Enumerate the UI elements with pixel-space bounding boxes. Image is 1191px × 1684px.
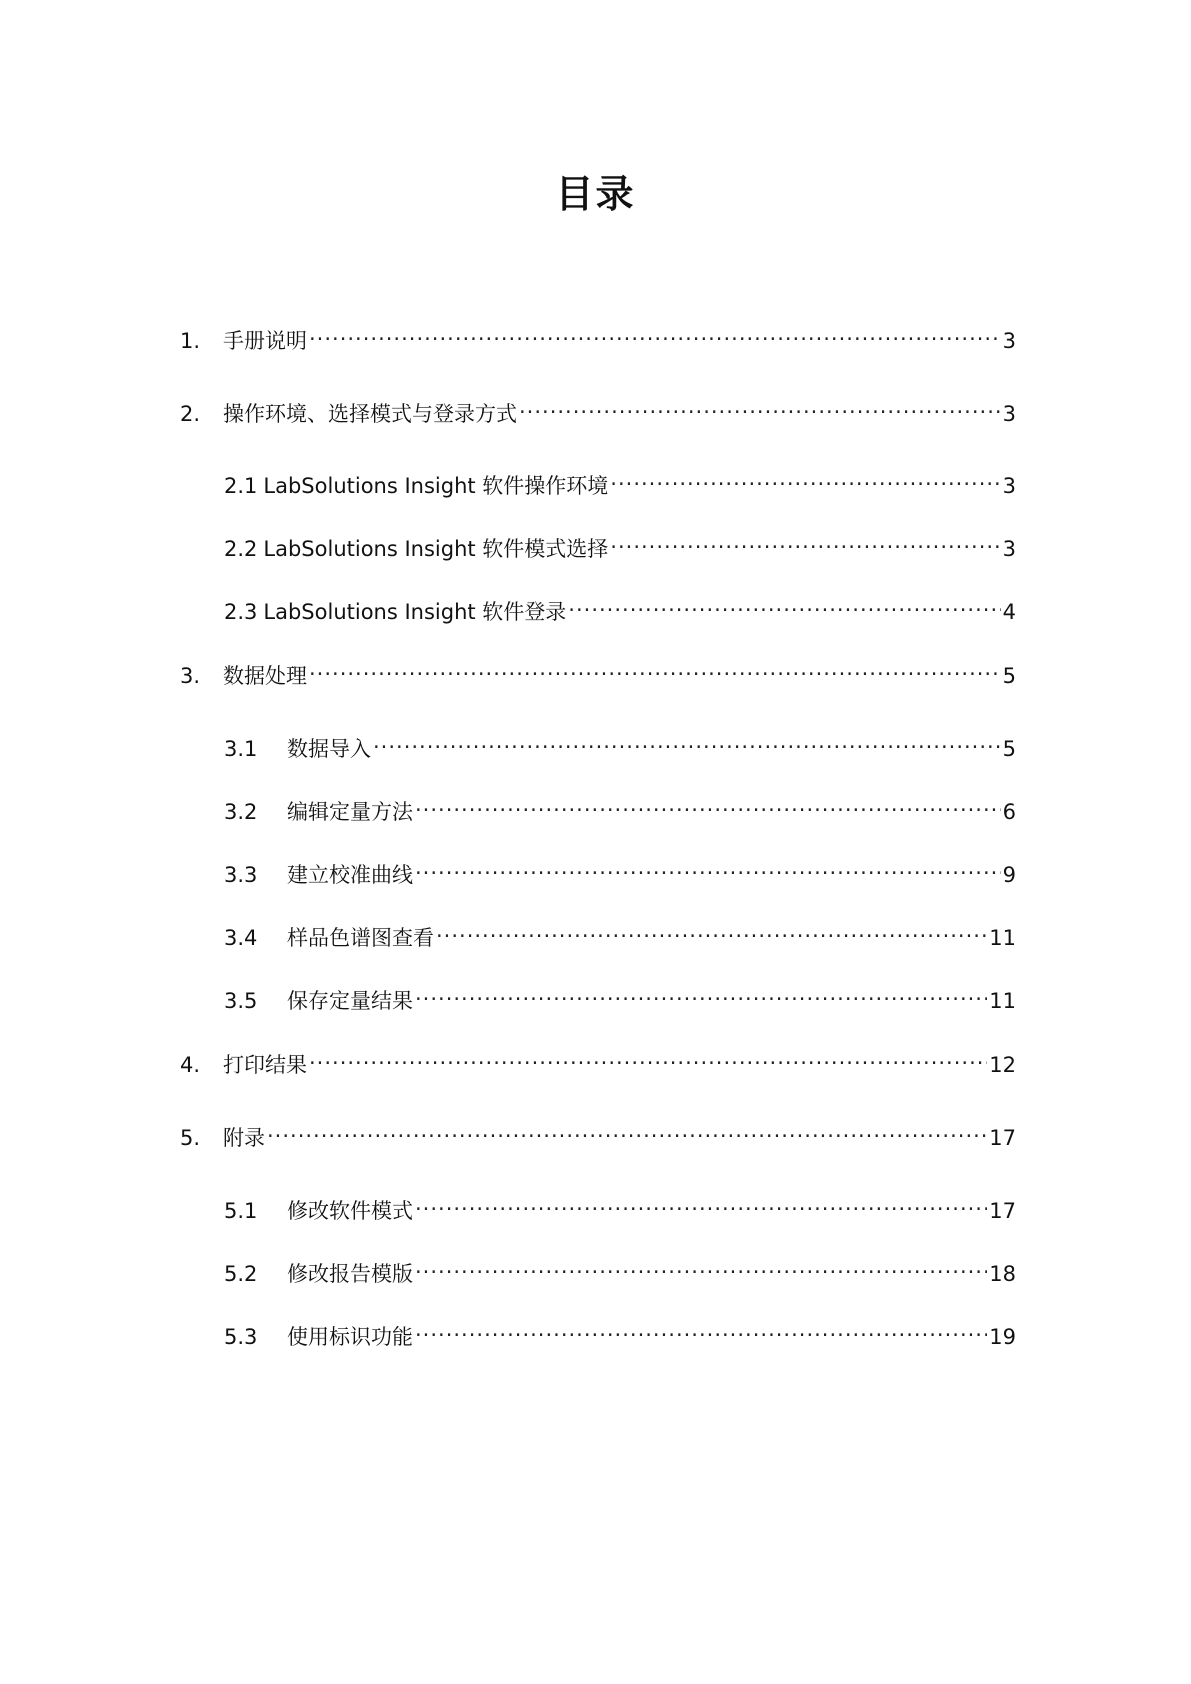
toc-page: 3 — [1002, 402, 1016, 426]
toc-leader — [309, 318, 1001, 348]
toc-label: LabSolutions Insight 软件登录 — [263, 600, 567, 624]
toc-entry[interactable] — [224, 978, 1016, 1013]
toc-number: 1. — [180, 329, 201, 353]
toc-label: 编辑定量方法 — [287, 800, 413, 824]
toc-label: 使用标识功能 — [287, 1325, 413, 1349]
toc-leader — [415, 1314, 987, 1344]
toc-leader — [610, 463, 1000, 493]
toc-number: 3.5 — [224, 989, 258, 1013]
toc-page: 17 — [989, 1199, 1016, 1223]
toc-entry[interactable] — [180, 318, 1016, 353]
toc-number: 4. — [180, 1053, 201, 1077]
toc-entry[interactable] — [224, 1188, 1016, 1223]
toc-page: 12 — [989, 1053, 1016, 1077]
toc-entry[interactable] — [224, 915, 1016, 950]
toc-number: 3.1 — [224, 737, 258, 761]
toc-entry[interactable] — [180, 391, 1016, 426]
toc-leader — [309, 653, 1001, 683]
toc-label: LabSolutions Insight 软件模式选择 — [263, 537, 609, 561]
toc-label: 保存定量结果 — [287, 989, 413, 1013]
toc-page: 5 — [1002, 737, 1016, 761]
toc-leader — [519, 391, 1001, 421]
toc-entry[interactable] — [224, 1314, 1016, 1349]
toc-page: 11 — [989, 989, 1016, 1013]
toc-number: 5.1 — [224, 1199, 258, 1223]
toc-label: 建立校准曲线 — [287, 863, 413, 887]
toc-entry[interactable] — [180, 1115, 1016, 1150]
toc-label: 操作环境、选择模式与登录方式 — [223, 402, 517, 426]
toc-page: 11 — [989, 926, 1016, 950]
toc-number: 5. — [180, 1126, 201, 1150]
toc-leader — [267, 1115, 987, 1145]
toc-page: 3 — [1002, 537, 1016, 561]
toc-number: 2.3 — [224, 600, 258, 624]
toc-number: 5.3 — [224, 1325, 258, 1349]
toc-number: 2.2 — [224, 537, 258, 561]
toc-leader — [568, 589, 1000, 619]
toc-label: 附录 — [223, 1126, 265, 1150]
toc-leader — [415, 978, 987, 1008]
toc-page: 19 — [989, 1325, 1016, 1349]
toc-leader — [415, 1188, 987, 1218]
toc-page: 9 — [1002, 863, 1016, 887]
toc-number: 3.4 — [224, 926, 258, 950]
toc-leader — [373, 726, 1001, 756]
toc-number: 2.1 — [224, 474, 258, 498]
toc-leader — [610, 526, 1000, 556]
toc-entry[interactable] — [180, 1042, 1016, 1077]
toc-entry[interactable] — [224, 852, 1016, 887]
toc-entry[interactable] — [180, 653, 1016, 688]
toc-entry[interactable] — [224, 1251, 1016, 1286]
toc-entry[interactable] — [224, 463, 1016, 498]
toc-entry[interactable] — [224, 589, 1016, 624]
toc-number: 3. — [180, 664, 201, 688]
toc-entry[interactable] — [224, 789, 1016, 824]
toc-label: 打印结果 — [223, 1053, 307, 1077]
toc-page: 3 — [1002, 474, 1016, 498]
toc-number: 2. — [180, 402, 201, 426]
toc-label: 手册说明 — [223, 329, 307, 353]
toc-label: 样品色谱图查看 — [287, 926, 434, 950]
toc-label: 数据导入 — [287, 737, 371, 761]
toc-page: 18 — [989, 1262, 1016, 1286]
toc-label: LabSolutions Insight 软件操作环境 — [263, 474, 609, 498]
toc-entry[interactable] — [224, 526, 1016, 561]
toc-number: 3.3 — [224, 863, 258, 887]
toc-leader — [415, 1251, 987, 1281]
toc-label: 数据处理 — [223, 664, 307, 688]
toc-leader — [309, 1042, 987, 1072]
toc-leader — [415, 852, 1001, 882]
page-title: 目录 — [555, 172, 636, 216]
toc-label: 修改报告模版 — [287, 1262, 413, 1286]
toc-leader — [436, 915, 987, 945]
toc-page: 5 — [1002, 664, 1016, 688]
toc-page: 6 — [1002, 800, 1016, 824]
toc-page: 3 — [1002, 329, 1016, 353]
toc-page: 4 — [1002, 600, 1016, 624]
toc-label: 修改软件模式 — [287, 1199, 413, 1223]
toc-number: 5.2 — [224, 1262, 258, 1286]
toc-page: 17 — [989, 1126, 1016, 1150]
toc-leader — [415, 789, 1001, 819]
toc-number: 3.2 — [224, 800, 258, 824]
toc-entry[interactable] — [224, 726, 1016, 761]
